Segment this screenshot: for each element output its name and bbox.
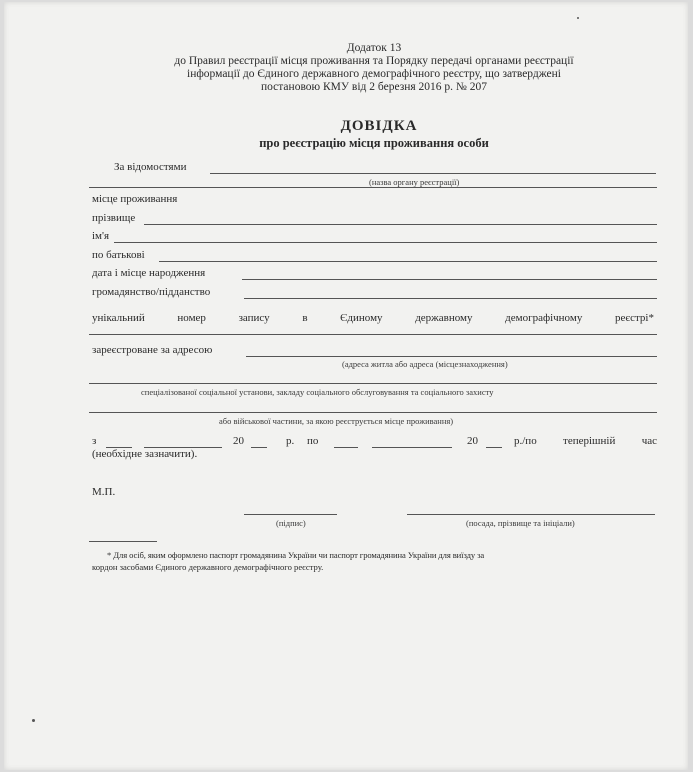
- authority-caption: (назва органу реєстрації): [369, 177, 460, 187]
- position-line: [407, 514, 655, 515]
- signature-line: [244, 514, 337, 515]
- signature-caption: (підпис): [276, 518, 306, 528]
- document-title: ДОВІДКА: [340, 118, 418, 134]
- word: державному: [415, 312, 473, 324]
- word: демографічному: [505, 312, 583, 324]
- header-line-3: постановою КМУ від 2 березня 2016 р. № 207: [260, 81, 488, 93]
- word: запису: [238, 312, 270, 324]
- stamp-label: М.П.: [92, 486, 116, 498]
- period-note: (необхідне зазначити).: [92, 448, 198, 460]
- word: теперішній: [563, 435, 616, 447]
- citizenship-line: [244, 298, 657, 299]
- annex-number: Додаток 13: [346, 42, 402, 54]
- residence-top-line: [89, 187, 657, 188]
- word: унікальний: [92, 312, 145, 324]
- period-year-2: [486, 447, 502, 448]
- footnote-line-2: кордон засобами Єдиного державного демографічного реєстру.: [92, 562, 324, 572]
- document-page: [4, 2, 688, 770]
- header-line-2: інформації до Єдиного державного демографічного реєстру, що затверджені: [187, 68, 561, 80]
- address-line-2: [89, 383, 657, 384]
- registered-at-line: [246, 356, 657, 357]
- institution-caption: спеціалізованої соціальної установи, закладу соціального обслуговування та соціального захисту: [141, 387, 494, 397]
- address-line-3: [89, 412, 657, 413]
- word: в: [302, 312, 308, 324]
- residence-label: місце проживання: [92, 193, 178, 205]
- scan-speck: [577, 17, 579, 19]
- year-prefix-1: 20: [233, 435, 244, 447]
- period-day-2: [334, 447, 358, 448]
- surname-line: [144, 224, 657, 225]
- birth-label: дата і місце народження: [92, 267, 206, 279]
- patronymic-line: [159, 261, 657, 262]
- year-prefix-2: 20: [467, 435, 478, 447]
- header-line-1: до Правил реєстрації місця проживання та Порядку передачі органами реєстрації: [174, 55, 574, 67]
- period-from-label: з: [92, 435, 97, 447]
- unique-number-text: [92, 312, 654, 324]
- document-subtitle: про реєстрацію місця проживання особи: [259, 136, 489, 150]
- birth-line: [242, 279, 657, 280]
- word: р./по: [514, 435, 537, 447]
- position-caption: (посада, прізвище та ініціали): [466, 518, 575, 528]
- citizenship-label: громадянство/підданство: [92, 286, 211, 298]
- name-line: [114, 242, 657, 243]
- scan-speck: [32, 719, 35, 722]
- registered-at-label: зареєстроване за адресою: [92, 344, 213, 356]
- period-end-label: [514, 435, 657, 447]
- according-to-label: За відомостями: [114, 161, 187, 173]
- footnote-line-1: * Для осіб, яким оформлено паспорт громадянина України чи паспорт громадянина України для виїзду за: [107, 550, 485, 560]
- period-end-text: [514, 435, 657, 447]
- unique-number-label: [92, 312, 654, 324]
- address-caption: (адреса житла або адреса (місцезнаходження): [342, 359, 508, 369]
- name-label: ім'я: [92, 230, 110, 242]
- year-suffix-1: р.: [286, 435, 295, 447]
- word: номер: [177, 312, 206, 324]
- word: час: [641, 435, 657, 447]
- period-year-1: [251, 447, 267, 448]
- period-month-2: [372, 447, 452, 448]
- word: Єдиному: [340, 312, 383, 324]
- military-caption: або військової частини, за якою реєструється місце проживання): [219, 416, 454, 426]
- period-to-label: по: [307, 435, 319, 447]
- unique-number-line: [89, 334, 657, 335]
- word: реєстрі*: [614, 312, 654, 324]
- footnote-separator: [89, 541, 157, 542]
- patronymic-label: по батькові: [92, 249, 145, 261]
- authority-line: [210, 173, 656, 174]
- surname-label: прізвище: [92, 212, 136, 224]
